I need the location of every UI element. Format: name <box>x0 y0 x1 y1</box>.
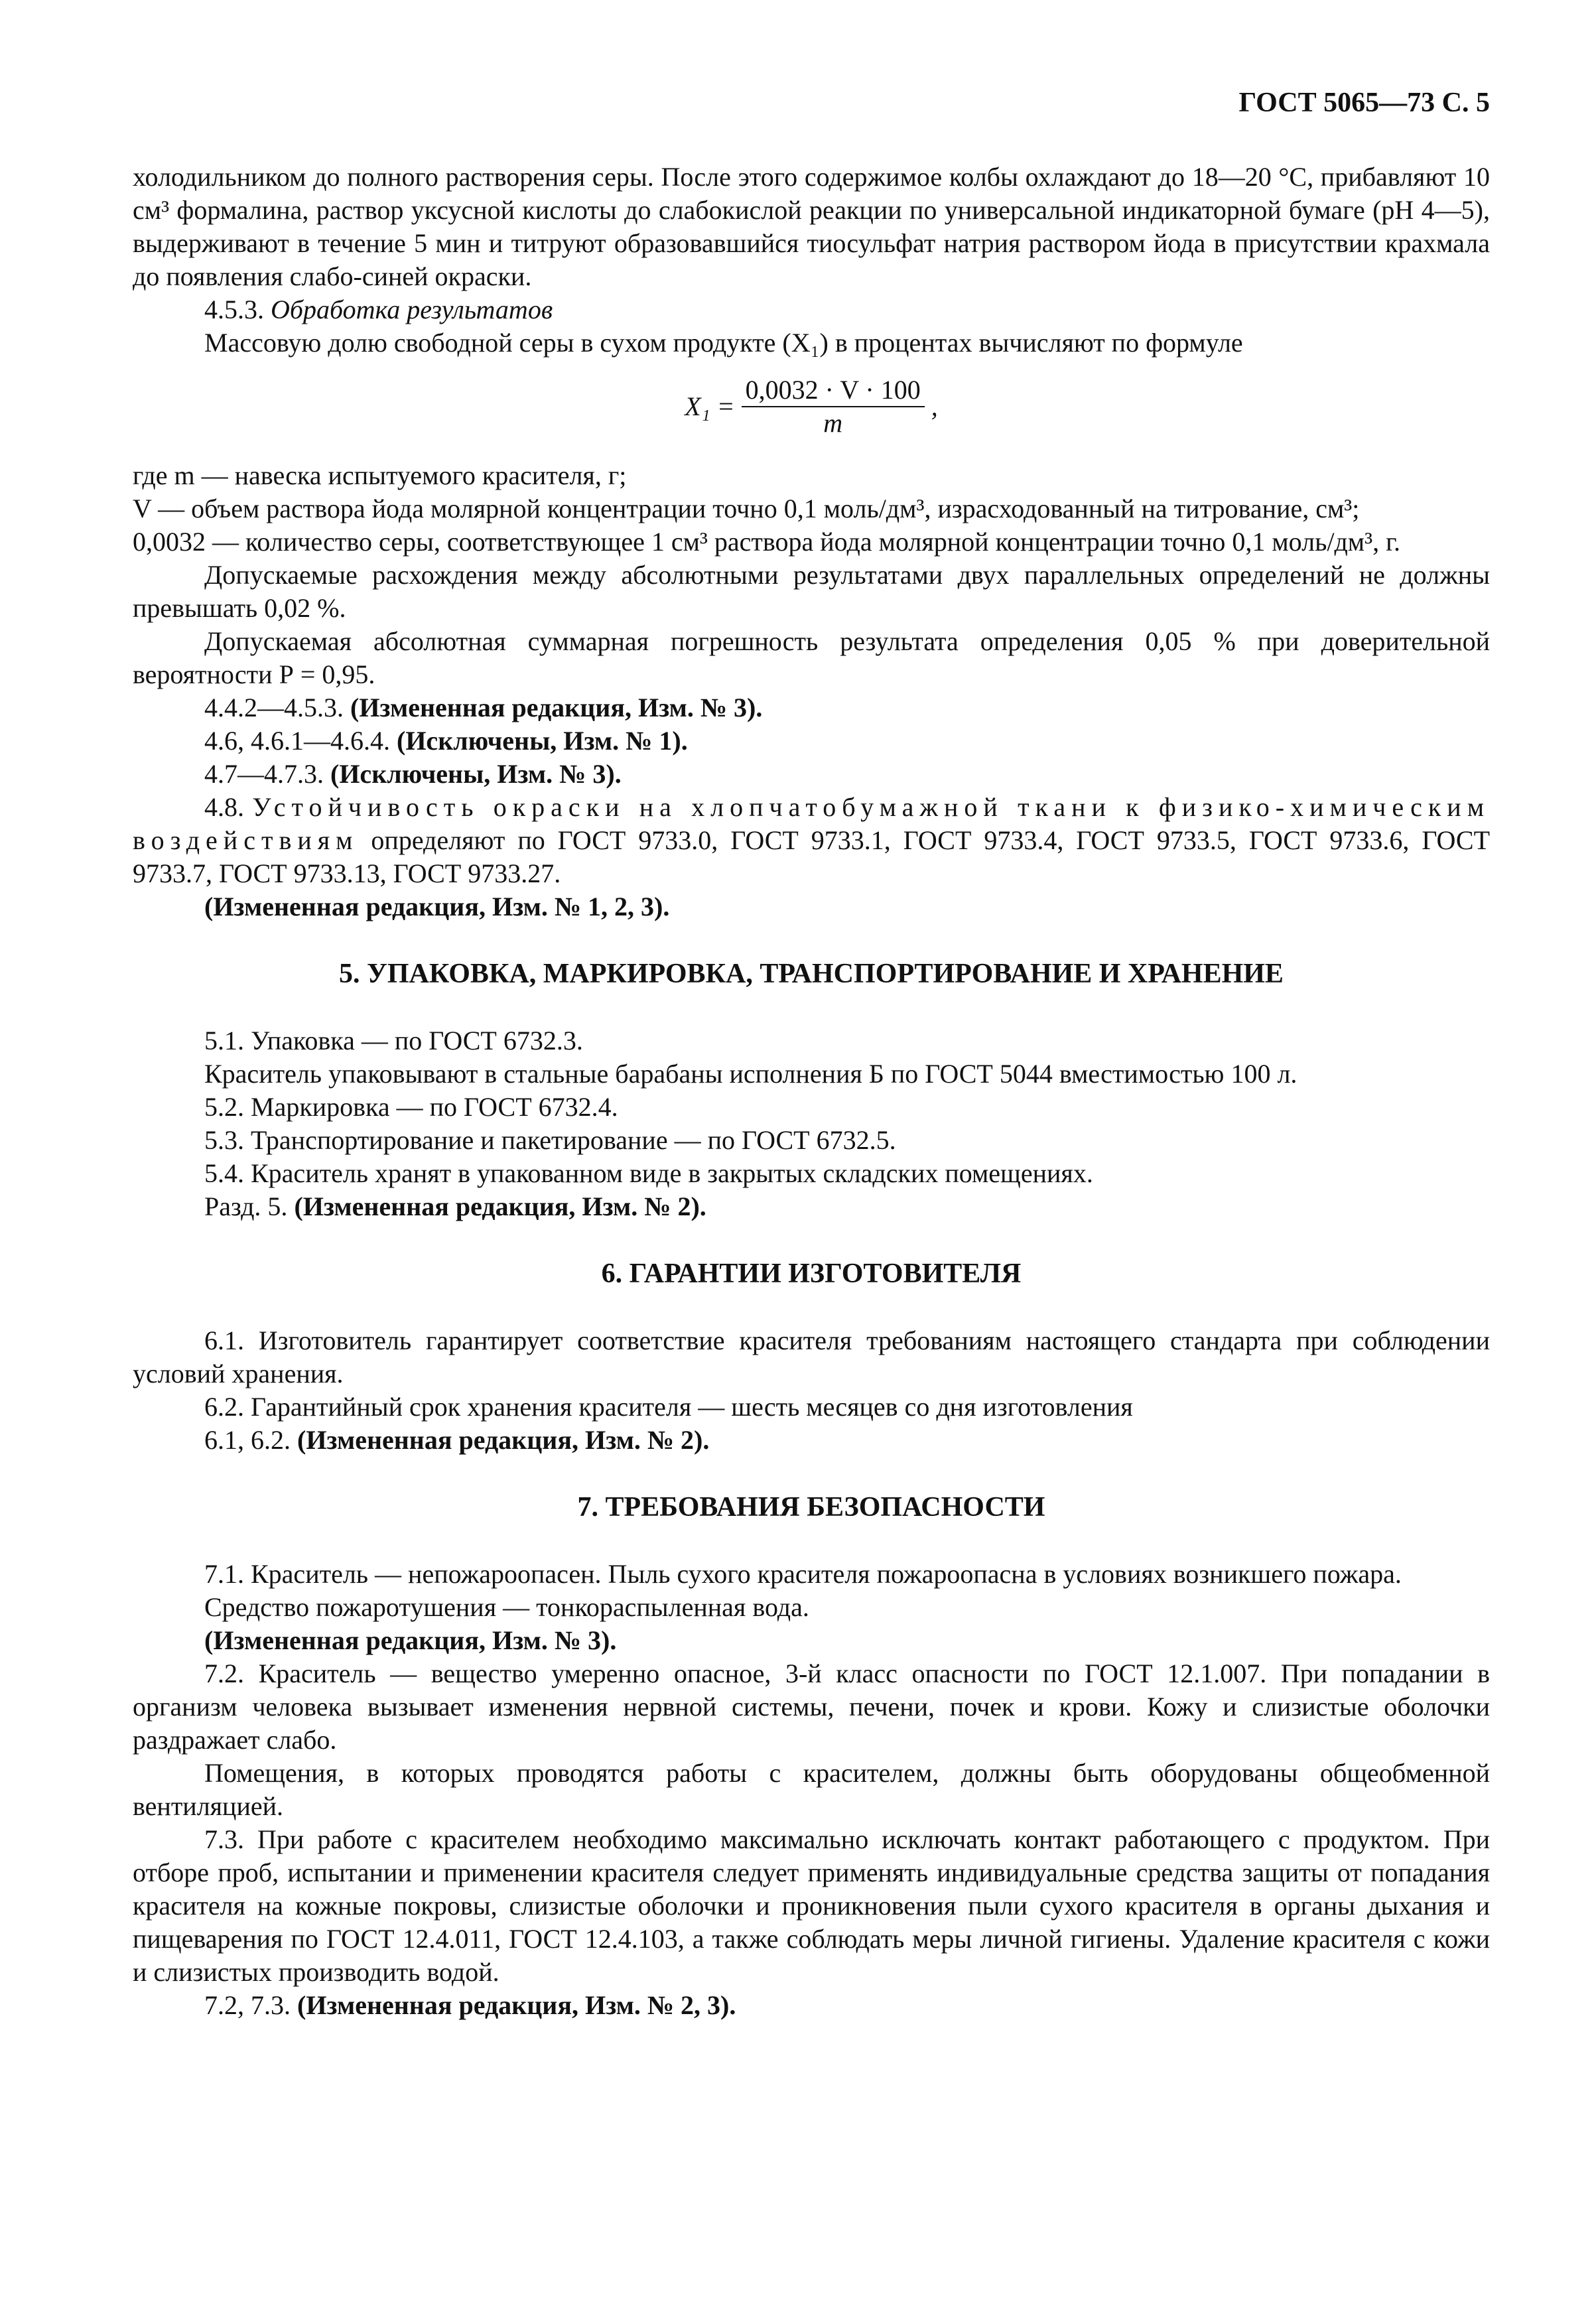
formula-denominator: m <box>823 408 843 438</box>
edition-ref: 7.2, 7.3. <box>204 1990 291 2020</box>
edition-note <box>133 890 1490 923</box>
legend-item-m: где m — навеска испытуемого красителя, г; <box>133 460 627 490</box>
paragraph-tolerance-2: Допускаемая абсолютная суммарная погрешность результата определения 0,05 % при доверительной вероятности Р = 0,95. <box>133 626 1490 689</box>
section-7-3: 7.3. При работе с красителем необходимо максимально исключать контакт работающего с продуктом. При отборе проб, испытании и применении красителя следует применять индивидуальные средства защиты от попадания красителя на кожные покровы, слизистые оболочки и проникновения пыли сухого красителя в органы дыхания и пищеварения по ГОСТ 12.4.011, ГОСТ 12.4.103, а также соблюдать меры личной гигиены. Удаление красителя с кожи и слизистых производить водой. <box>133 1824 1490 1987</box>
edition-text: (Исключены, Изм. № 3). <box>330 759 622 789</box>
section-5-1: 5.1. Упаковка — по ГОСТ 6732.3. <box>204 1026 583 1055</box>
edition-text: (Измененная редакция, Изм. № 1, 2, 3). <box>204 892 670 921</box>
edition-note <box>133 1624 1490 1657</box>
edition-ref: 4.6, 4.6.1—4.6.4. <box>204 726 390 756</box>
edition-note <box>133 1989 1490 2022</box>
legend-item-v: V — объем раствора йода молярной концентрации точно 0,1 моль/дм³, израсходованный на титрование, см³; <box>133 494 1360 523</box>
formula-tail: , <box>931 391 938 421</box>
section-6-1: 6.1. Изготовитель гарантирует соответствие красителя требованиям настоящего стандарта при соблюдении условий хранения. <box>133 1325 1490 1388</box>
formula-numerator: 0,0032 · V · 100 <box>742 374 925 407</box>
legend-item-coefficient: 0,0032 — количество серы, соответствующее 1 см³ раствора йода молярной концентрации точно 0,1 моль/дм³, г. <box>133 527 1400 557</box>
paragraph-tolerance-1: Допускаемые расхождения между абсолютными результатами двух параллельных определений не должны превышать 0,02 %. <box>133 560 1490 623</box>
section-number: 4.8. <box>204 792 244 822</box>
formula <box>133 374 1490 439</box>
section-7-2: 7.2. Краситель — вещество умеренно опасное, 3-й класс опасности по ГОСТ 12.1.007. При попадании в организм человека вызывает изменения нервной системы, печени, почек и крови. Кожу и слизистые оболочки раздражает слабо. <box>133 1659 1490 1755</box>
section-heading-6: 6. ГАРАНТИИ ИЗГОТОВИТЕЛЯ <box>601 1258 1022 1289</box>
edition-ref: 4.4.2—4.5.3. <box>204 693 344 722</box>
paragraph-continuation: холодильником до полного растворения серы. После этого содержимое колбы охлаждают до 18—20 °С, прибавляют 10 см³ формалина, раствор уксусной кислоты до слабокислой реакции по универсальной индикаторной бумаге (рН 4—5), выдерживают в течение 5 мин и титруют образовавшийся тиосульфат натрия раствором йода в присутствии крахмала до появления слабо-синей окраски. <box>133 162 1490 291</box>
edition-note <box>133 1424 1490 1457</box>
edition-text: (Измененная редакция, Изм. № 2, 3). <box>297 1990 736 2020</box>
edition-text: (Измененная редакция, Изм. № 3). <box>350 693 763 722</box>
section-5-2: 5.2. Маркировка — по ГОСТ 6732.4. <box>204 1092 618 1122</box>
edition-ref: Разд. 5. <box>204 1191 288 1221</box>
edition-ref: 4.7—4.7.3. <box>204 759 324 789</box>
edition-text: (Измененная редакция, Изм. № 2). <box>297 1425 710 1455</box>
section-title: Обработка результатов <box>271 295 553 324</box>
page-header: ГОСТ 5065—73 С. 5 <box>1238 88 1490 118</box>
section-4-8 <box>133 791 1490 890</box>
edition-text: (Измененная редакция, Изм. № 3). <box>204 1625 617 1655</box>
section-spaced-text: Устойчивость окраски на хлопчатобумажной ткани к физико-химическим воздействиям <box>133 792 1491 855</box>
paragraph-mass-fraction: Массовую долю свободной серы в сухом продукте (X₁) в процентах вычисляют по формуле <box>204 328 1243 358</box>
section-heading-7: 7. ТРЕБОВАНИЯ БЕЗОПАСНОСТИ <box>577 1492 1045 1523</box>
section-text: определяют по ГОСТ 9733.0, ГОСТ 9733.1, ГОСТ 9733.4, ГОСТ 9733.5, ГОСТ 9733.6, ГОСТ 9733.7, ГОСТ 9733.13, ГОСТ 9733.27. <box>133 825 1491 888</box>
section-heading-5: 5. УПАКОВКА, МАРКИРОВКА, ТРАНСПОРТИРОВАНИЕ И ХРАНЕНИЕ <box>339 959 1284 989</box>
section-7-1: 7.1. Краситель — непожароопасен. Пыль сухого красителя пожароопасна в условиях возникшего пожара. <box>204 1559 1402 1589</box>
section-4-5-3 <box>133 293 1490 326</box>
section-7-2-text: Помещения, в которых проводятся работы с красителем, должны быть оборудованы общеобменной вентиляцией. <box>133 1758 1490 1821</box>
formula-fraction <box>742 374 925 439</box>
formula-lhs: X₁ = <box>685 391 735 421</box>
section-5-1-text: Краситель упаковывают в стальные барабаны исполнения Б по ГОСТ 5044 вместимостью 100 л. <box>204 1059 1297 1089</box>
section-6-2: 6.2. Гарантийный срок хранения красителя — шесть месяцев со дня изготовления <box>204 1392 1133 1422</box>
section-number: 4.5.3. <box>204 295 264 324</box>
section-5-4: 5.4. Краситель хранят в упакованном виде в закрытых складских помещениях. <box>204 1158 1093 1188</box>
formula-legend <box>133 459 1490 559</box>
edition-ref: 6.1, 6.2. <box>204 1425 291 1455</box>
edition-note <box>133 758 1490 791</box>
edition-note <box>133 1190 1490 1223</box>
edition-text: (Исключены, Изм. № 1). <box>397 726 688 756</box>
edition-note <box>133 691 1490 724</box>
section-5-3: 5.3. Транспортирование и пакетирование — по ГОСТ 6732.5. <box>204 1125 896 1155</box>
edition-note <box>133 724 1490 758</box>
edition-text: (Измененная редакция, Изм. № 2). <box>294 1191 706 1221</box>
section-7-1-text: Средство пожаротушения — тонкораспыленная вода. <box>204 1592 809 1622</box>
